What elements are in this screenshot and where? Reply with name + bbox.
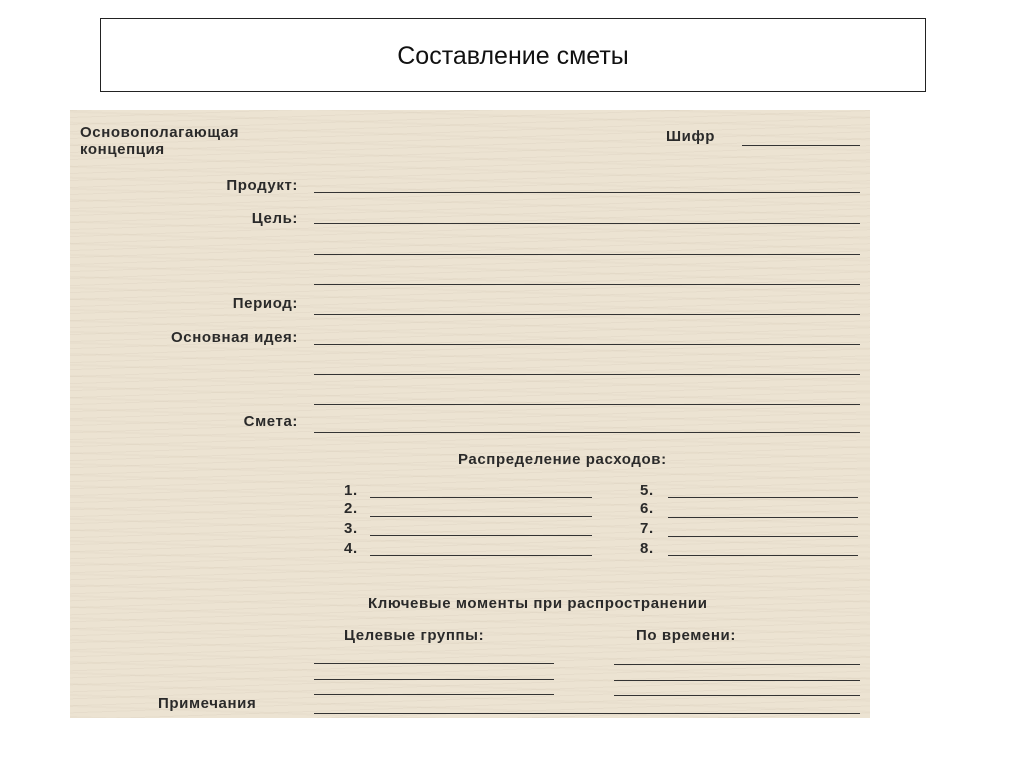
period-field[interactable]: [314, 314, 860, 315]
expense-item-number: 7.: [640, 520, 654, 537]
expense-item-number: 6.: [640, 500, 654, 517]
cipher-label: Шифр: [666, 128, 715, 145]
by-time-label: По времени:: [636, 627, 736, 644]
slide-title: Составление сметы: [397, 41, 629, 70]
target-groups-field-1[interactable]: [314, 663, 554, 664]
by-time-field-1[interactable]: [614, 664, 860, 665]
budget-field[interactable]: [314, 432, 860, 433]
notes-label: Примечания: [158, 695, 257, 712]
product-label: Продукт:: [226, 177, 298, 194]
expense-field-7[interactable]: [668, 536, 858, 537]
by-time-field-2[interactable]: [614, 680, 860, 681]
concept-label-line1: Основополагающая: [80, 124, 240, 141]
expense-item-number: 3.: [344, 520, 358, 537]
expense-item-number: 1.: [344, 482, 358, 499]
slide-title-box: [100, 18, 926, 92]
main-idea-field-2[interactable]: [314, 374, 860, 375]
main-idea-label: Основная идея:: [170, 329, 298, 346]
main-idea-field-1[interactable]: [314, 344, 860, 345]
goal-label: Цель:: [251, 210, 298, 227]
goal-field-1[interactable]: [314, 223, 860, 224]
key-moments-heading: Ключевые моменты при распространении: [368, 595, 708, 612]
target-groups-label: Целевые группы:: [344, 627, 485, 644]
expense-field-8[interactable]: [668, 555, 858, 556]
by-time-field-3[interactable]: [614, 695, 860, 696]
expense-field-2[interactable]: [370, 516, 592, 517]
goal-field-2[interactable]: [314, 254, 860, 255]
expense-item-number: 8.: [640, 540, 654, 557]
cipher-field[interactable]: [742, 145, 860, 146]
expense-item-number: 2.: [344, 500, 358, 517]
expense-field-4[interactable]: [370, 555, 592, 556]
expense-item-number: 5.: [640, 482, 654, 499]
notes-field[interactable]: [314, 713, 860, 714]
distribution-heading: Распределение расходов:: [458, 451, 667, 468]
expense-field-3[interactable]: [370, 535, 592, 536]
main-idea-field-3[interactable]: [314, 404, 860, 405]
expense-item-number: 4.: [344, 540, 358, 557]
expense-field-6[interactable]: [668, 517, 858, 518]
product-field[interactable]: [314, 192, 860, 193]
target-groups-field-2[interactable]: [314, 679, 554, 680]
expense-field-5[interactable]: [668, 497, 858, 498]
concept-label-line2: концепция: [80, 141, 165, 158]
budget-label: Смета:: [243, 413, 298, 430]
expense-field-1[interactable]: [370, 497, 592, 498]
goal-field-3[interactable]: [314, 284, 860, 285]
target-groups-field-3[interactable]: [314, 694, 554, 695]
scanned-budget-form: [70, 110, 870, 718]
period-label: Период:: [232, 295, 298, 312]
